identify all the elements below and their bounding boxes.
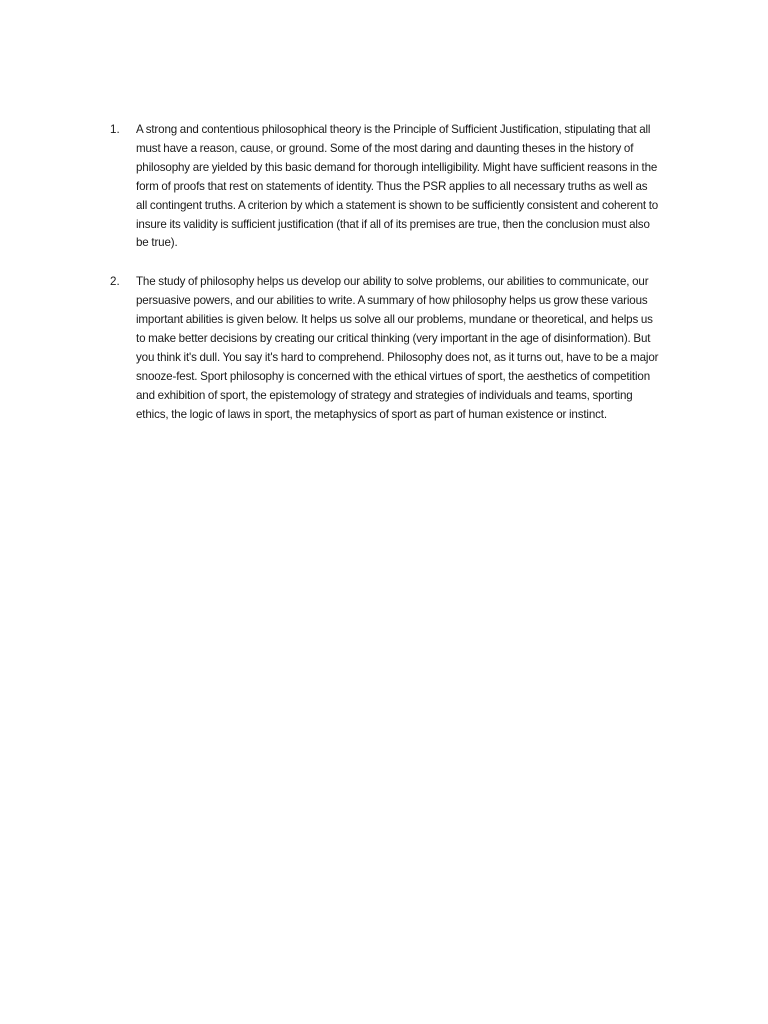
list-item	[110, 273, 660, 424]
list-item	[110, 121, 660, 253]
list-item-text: A strong and contentious philosophical theory is the Principle of Sufficient Justification, stipulating that all must have a reason, cause, or ground. Some of the most daring and daunting theses in the history of philosophy are yielded by this basic demand for thorough intelligibility. Might have sufficient reasons in the form of proofs that rest on statements of identity. Thus the PSR applies to all necessary truths as well as all contingent truths. A criterion by which a statement is shown to be sufficiently consistent and coherent to insure its validity is sufficient justification (that if all of its premises are true, then the conclusion must also be true).	[136, 123, 659, 250]
list-item-number: 2.	[110, 275, 120, 289]
list-item-text: The study of philosophy helps us develop our ability to solve problems, our abilities to communicate, our persuasive powers, and our abilities to write. A summary of how philosophy helps us grow these various important abilities is given below. It helps us solve all our problems, mundane or theoretical, and helps us to make better decisions by creating our critical thinking (very important in the age of disinformation). But you think it's dull. You say it's hard to comprehend. Philosophy does not, as it turns out, have to be a major snooze-fest. Sport philosophy is concerned with the ethical virtues of sport, the aesthetics of competition and exhibition of sport, the epistemology of strategy and strategies of individuals and teams, sporting ethics, the logic of laws in sport, the metaphysics of sport as part of human existence or instinct.	[136, 275, 659, 421]
numbered-list	[110, 121, 660, 445]
list-item-number: 1.	[110, 123, 120, 136]
